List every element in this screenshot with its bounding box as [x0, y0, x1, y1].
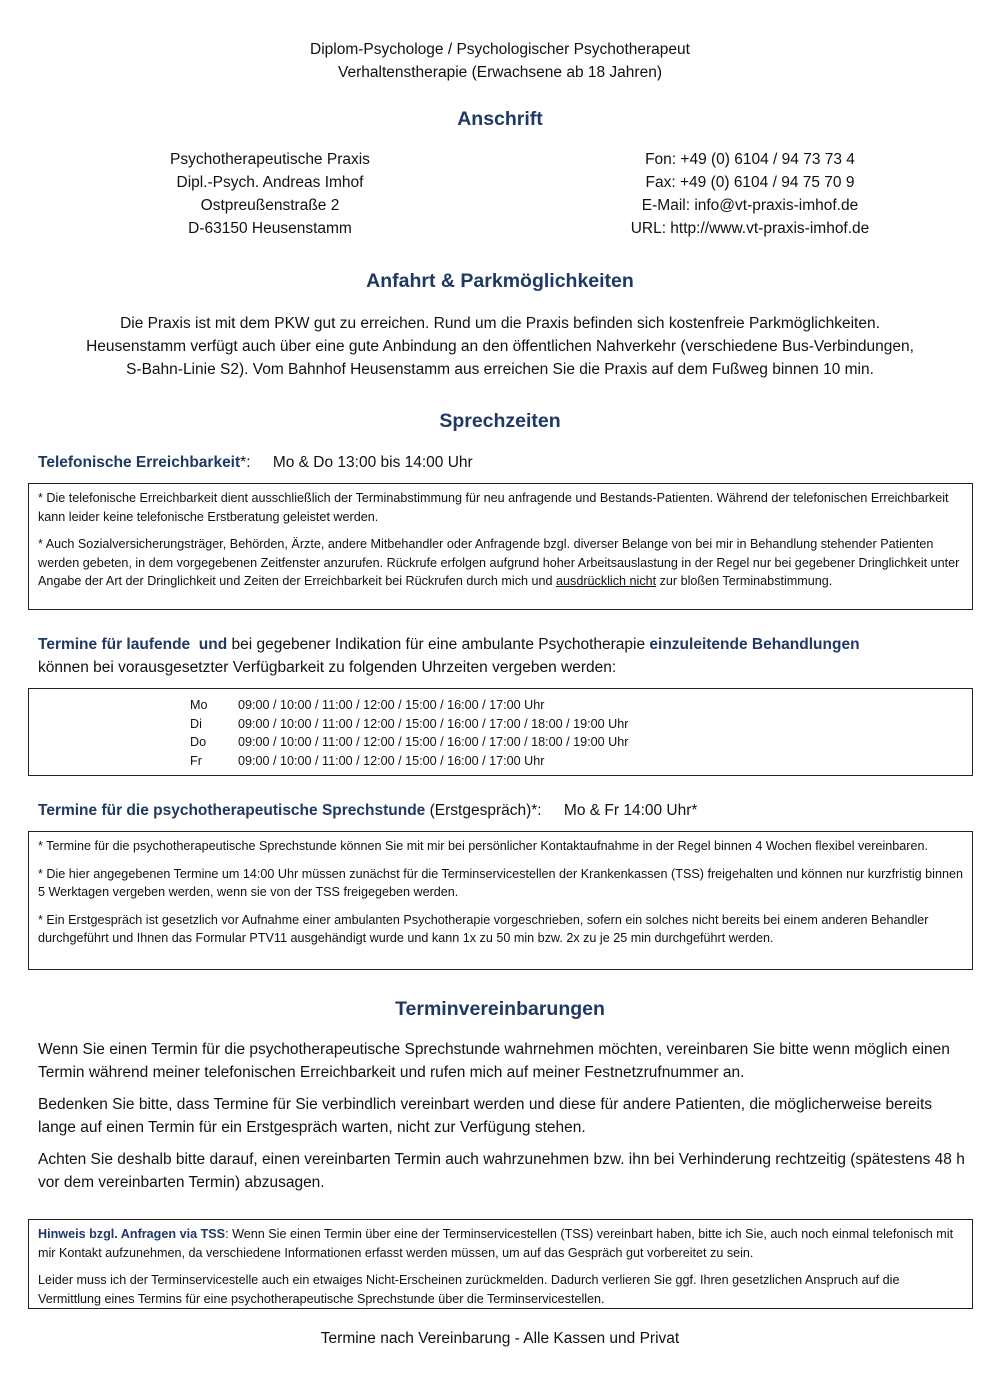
tel-note-1: * Die telefonische Erreichbarkeit dient ausschließlich der Terminabstimmung für neu anfragende und Bestands-Patienten. Während der telefonischen Erreichbarkeit kann leider keine telefonische Erstberatung geleistet werden. [38, 491, 949, 524]
tel-time: Mo & Do 13:00 bis 14:00 Uhr [272, 454, 473, 471]
anfahrt-line-2: Heusenstamm verfügt auch über eine gute Anbindung an den öffentlichen Nahverkehr (verschiedene Bus-Verbindungen, [86, 338, 914, 355]
schedule-times-do: 09:00 / 10:00 / 11:00 / 12:00 / 15:00 / 16:00 / 17:00 / 18:00 / 19:00 Uhr [238, 735, 629, 750]
termin-paragraph-1: Wenn Sie einen Termin für die psychotherapeutische Sprechstunde wahrnehmen möchten, vereinbaren Sie bitte wenn möglich einen Termin während meiner telefonischen Erreichbarkeit und rufen mich auf meiner Festnetzrufnummer an. [38, 1041, 950, 1081]
city: D-63150 Heusenstamm [188, 220, 352, 237]
tel-note-2b: zur bloßen Terminabstimmung. [656, 574, 833, 588]
termine-label-1: Termine für laufende und [38, 636, 228, 653]
tel-label: Telefonische Erreichbarkeit [38, 454, 241, 471]
termine-intro-line-1 [38, 633, 968, 656]
sprechzeiten-heading: Sprechzeiten [439, 410, 561, 432]
termine-intro [38, 633, 968, 679]
practice-name: Psychotherapeutische Praxis [170, 151, 370, 168]
sprechstunde-suffix: (Erstgespräch)*: [425, 802, 542, 819]
tel-note-2 [38, 535, 963, 591]
schedule-day-do: Do [190, 735, 207, 750]
schedule-day-di: Di [190, 716, 202, 731]
schedule-times-fr: 09:00 / 10:00 / 11:00 / 12:00 / 15:00 / 16:00 / 17:00 Uhr [238, 753, 545, 768]
hinweis-para-1 [38, 1225, 963, 1262]
sprechstunde-note-3: * Ein Erstgespräch ist gesetzlich vor Aufnahme einer ambulanten Psychotherapie vorgeschrieben, sofern ein solches nicht bereits bei einem anderen Behandler durchgeführt und Ihnen das Formular PTV11 ausgehändigt wurde und kann 1x zu 50 min bzw. 2x zu je 25 min durchgeführt werden. [38, 912, 929, 945]
sprechstunde-note-2: * Die hier angegebenen Termine um 14:00 Uhr müssen zunächst für die Terminservicestellen der Krankenkassen (TSS) freigehalten und können nur kurzfristig binnen 5 Werktagen vergeben werden, wenn sie von der TSS freigegeben werden. [38, 866, 963, 899]
anfahrt-line-3: S-Bahn-Linie S2). Vom Bahnhof Heusenstamm aus erreichen Sie die Praxis auf dem Fußweg binnen 10 min. [126, 361, 874, 378]
schedule-times-di: 09:00 / 10:00 / 11:00 / 12:00 / 15:00 / 16:00 / 17:00 / 18:00 / 19:00 Uhr [238, 716, 629, 731]
terminvereinbarungen-heading: Terminvereinbarungen [395, 998, 605, 1020]
website-url[interactable]: URL: http://www.vt-praxis-imhof.de [630, 220, 870, 237]
tel-star: *: [240, 454, 251, 471]
schedule-day-fr: Fr [190, 753, 202, 768]
hinweis-box [28, 1219, 973, 1309]
header [0, 38, 1000, 84]
termine-intro-line-2: können bei vorausgesetzter Verfügbarkeit zu folgenden Uhrzeiten vergeben werden: [38, 659, 617, 676]
tel-row [38, 451, 968, 474]
sprechstunde-time: Mo & Fr 14:00 Uhr* [563, 802, 698, 819]
header-line-1: Diplom-Psychologe / Psychologischer Psychotherapeut [310, 41, 690, 58]
fax: Fax: +49 (0) 6104 / 94 75 70 9 [645, 174, 855, 191]
terminvereinbarungen-body [38, 1039, 968, 1204]
tel-note-2a: * Auch Sozialversicherungsträger, Behörden, Ärzte, andere Mitbehandler oder Anfragende bzgl. diverser Belange von bei mir in Behandlung stehender Patienten werden gebeten, in dem vorgegebenen Zeitfenster anzurufen. Rückrufe erfolgen aufgrund hoher Arbeitsauslastung in der Regel nur bei gegebener Dringlichkeit unter Angabe der Art der Dringlichkeit und Zeiten der Erreichbarkeit bei Rückrufen durch mich und [38, 537, 960, 588]
tel-note-2-underline: ausdrücklich nicht [556, 574, 657, 588]
termine-mid: bei gegebener Indikation für eine ambulante Psychotherapie [227, 636, 650, 653]
hinweis-label: Hinweis bzgl. Anfragen via TSS [38, 1227, 226, 1241]
termine-label-2: einzuleitende Behandlungen [649, 636, 860, 653]
termin-paragraph-3: Achten Sie deshalb bitte darauf, einen vereinbarten Termin auch wahrzunehmen bzw. ihn bei Verhinderung rechtzeitig (spätestens 48 h vor dem vereinbarten Termin) abzusagen. [38, 1151, 965, 1191]
schedule-times-mo: 09:00 / 10:00 / 11:00 / 12:00 / 15:00 / 16:00 / 17:00 Uhr [238, 698, 545, 712]
schedule-box [28, 688, 973, 776]
hinweis-text-1: : Wenn Sie einen Termin über eine der Terminservicestellen (TSS) vereinbart haben, bitte ich Sie, auch noch einmal telefonisch mit mir Kontakt aufzunehmen, da verschiedene Informationen erfasst werden müssen, um auf das Gespräch gut vorbereitet zu sein. [38, 1227, 954, 1260]
phone: Fon: +49 (0) 6104 / 94 73 73 4 [645, 151, 855, 168]
street: Ostpreußenstraße 2 [200, 197, 340, 214]
sprechstunde-notes-box [28, 831, 973, 970]
anfahrt-line-1: Die Praxis ist mit dem PKW gut zu erreichen. Rund um die Praxis befinden sich kostenfreie Parkmöglichkeiten. [120, 315, 880, 332]
email[interactable]: E-Mail: info@vt-praxis-imhof.de [641, 197, 859, 214]
address-right [590, 148, 910, 240]
address-block [120, 148, 910, 240]
anfahrt-heading: Anfahrt & Parkmöglichkeiten [366, 270, 634, 292]
sprechstunde-row [38, 799, 968, 822]
footer: Termine nach Vereinbarung - Alle Kassen und Privat [320, 1330, 680, 1347]
sprechstunde-label: Termine für die psychotherapeutische Sprechstunde [38, 802, 426, 819]
sprechstunde-note-1: * Termine für die psychotherapeutische Sprechstunde können Sie mit mir bei persönlicher Kontaktaufnahme in der Regel binnen 4 Wochen flexibel vereinbaren. [38, 839, 929, 853]
tel-notes-box [28, 483, 973, 610]
termin-paragraph-2: Bedenken Sie bitte, dass Termine für Sie verbindlich vereinbart werden und diese für andere Patienten, die möglicherweise bereits lange auf einen Termin für ein Erstgespräch warten, nicht zur Verfügung stehen. [38, 1096, 933, 1136]
address-left [120, 148, 420, 240]
anschrift-heading: Anschrift [457, 108, 543, 130]
hinweis-para-2: Leider muss ich der Terminservicestelle auch ein etwaiges Nicht-Erscheinen zurückmelden. Dadurch verlieren Sie ggf. Ihren gesetzlichen Anspruch auf die Vermittlung eines Termins für eine psychotherapeutische Sprechstunde über die Terminservicestellen. [38, 1273, 900, 1306]
header-line-2: Verhaltenstherapie (Erwachsene ab 18 Jahren) [338, 64, 662, 81]
schedule-day-mo: Mo [190, 698, 208, 712]
practitioner-name: Dipl.-Psych. Andreas Imhof [176, 174, 364, 191]
schedule-table [38, 696, 963, 770]
anfahrt-text [0, 312, 1000, 381]
